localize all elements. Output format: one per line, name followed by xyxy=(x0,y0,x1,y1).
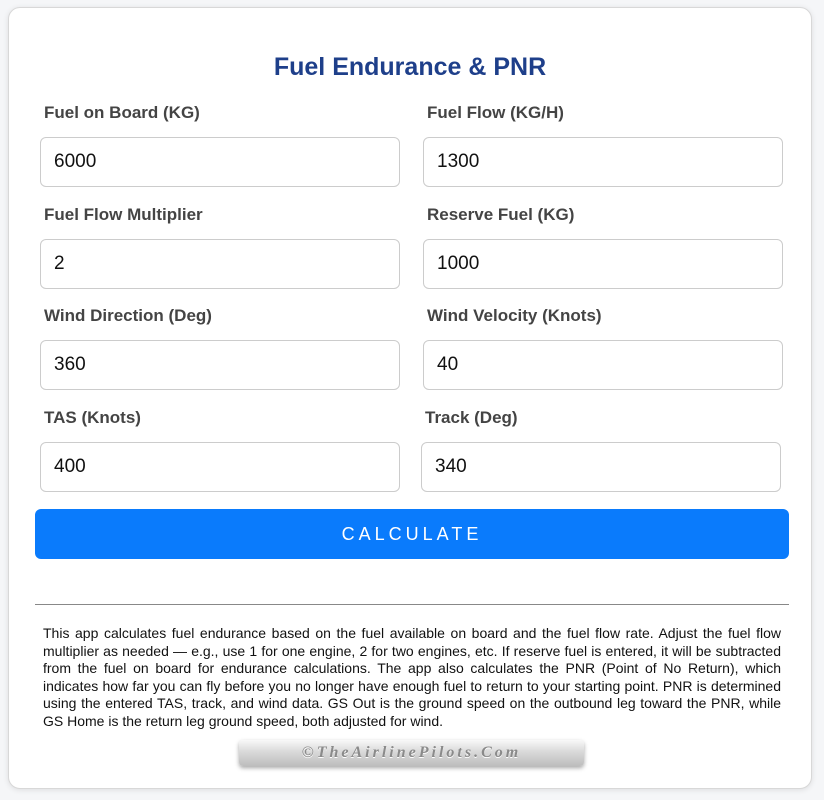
divider xyxy=(35,604,789,605)
wind-direction-input[interactable] xyxy=(40,340,400,390)
fuel-on-board-input[interactable] xyxy=(40,137,400,187)
wind-direction-label: Wind Direction (Deg) xyxy=(44,306,212,325)
calculator-card xyxy=(8,7,812,789)
wind-velocity-group xyxy=(423,306,783,326)
wind-velocity-input[interactable] xyxy=(423,340,783,390)
calculate-button[interactable]: CALCULATE xyxy=(35,509,789,559)
tas-group xyxy=(40,408,400,428)
app-description: This app calculates fuel endurance based on the fuel available on board and the fuel flow rate. Adjust the fuel flow multiplier as needed — e.g., use 1 for one engine, 2 for two engines, etc. If reserve fuel is entered, it will be subtracted from the fuel on board for endurance calculations. The app also calculates the PNR (Point of No Return), which indicates how far you can fly before you no longer have enough fuel to return to your starting point. PNR is determined using the entered TAS, track, and wind data. GS Out is the ground speed on the outbound leg toward the PNR, while GS Home is the return leg ground speed, both adjusted for wind. xyxy=(43,625,781,729)
fuel-flow-group xyxy=(423,103,783,123)
fuel-flow-multiplier-group xyxy=(40,205,400,225)
track-label: Track (Deg) xyxy=(425,408,518,427)
reserve-fuel-input[interactable] xyxy=(423,239,783,289)
fuel-flow-multiplier-input[interactable] xyxy=(40,239,400,289)
wind-direction-group xyxy=(40,306,400,326)
tas-label: TAS (Knots) xyxy=(44,408,141,427)
fuel-flow-multiplier-label: Fuel Flow Multiplier xyxy=(44,205,203,224)
reserve-fuel-label: Reserve Fuel (KG) xyxy=(427,205,575,224)
tas-input[interactable] xyxy=(40,442,400,492)
wind-velocity-label: Wind Velocity (Knots) xyxy=(427,306,602,325)
track-group xyxy=(421,408,781,428)
fuel-on-board-group xyxy=(40,103,400,123)
page-title: Fuel Endurance & PNR xyxy=(273,53,547,81)
reserve-fuel-group xyxy=(423,205,783,225)
track-input[interactable] xyxy=(421,442,781,492)
fuel-flow-input[interactable] xyxy=(423,137,783,187)
fuel-flow-label: Fuel Flow (KG/H) xyxy=(427,103,564,122)
fuel-on-board-label: Fuel on Board (KG) xyxy=(44,103,200,122)
copyright-badge[interactable]: ©TheAirlinePilots.Com xyxy=(239,740,584,766)
